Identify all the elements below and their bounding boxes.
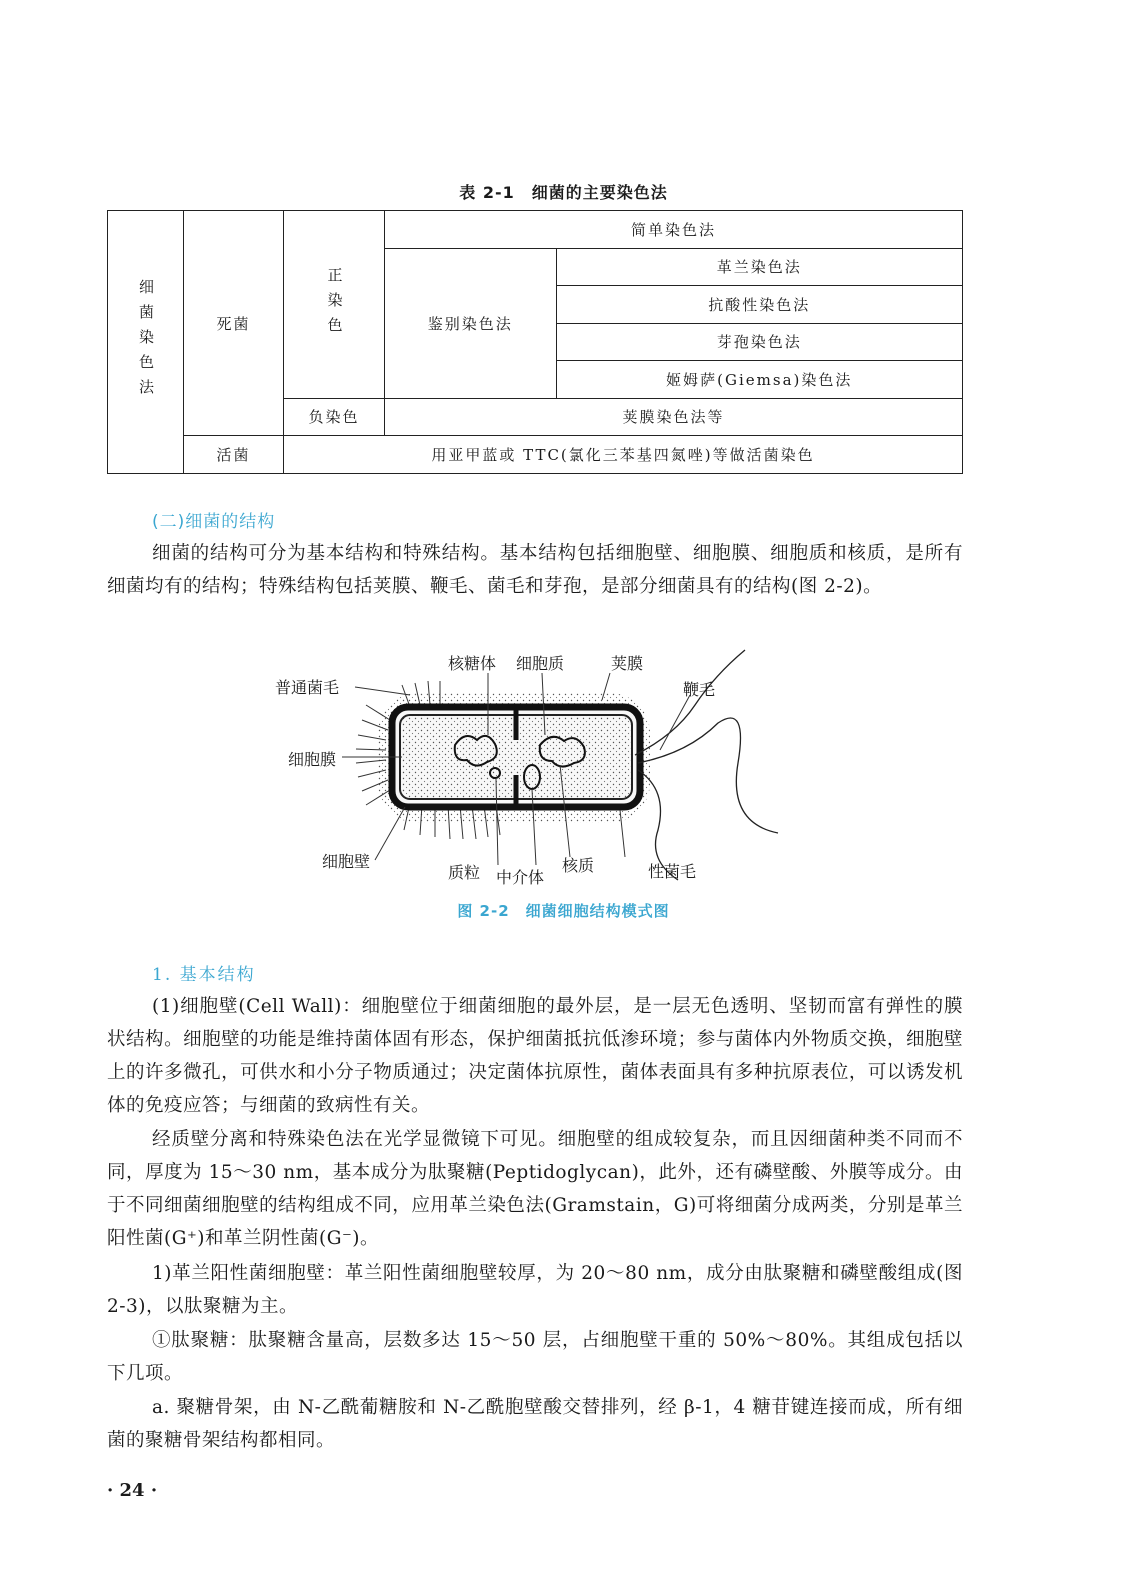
label-plasmid: 质粒	[448, 863, 481, 882]
section-heading: (二)细菌的结构	[152, 512, 276, 532]
dead-cell: 死菌	[184, 211, 284, 436]
figure-caption: 图 2-2 细菌细胞结构模式图	[457, 902, 670, 920]
label-cytoplasm: 细胞质	[516, 654, 565, 673]
label-pilus: 普通菌毛	[275, 678, 340, 697]
positive-cell: 正染色	[284, 211, 385, 399]
label-capsule: 荚膜	[611, 654, 644, 673]
spore-cell: 芽孢染色法	[556, 323, 962, 361]
label-ribosome: 核糖体	[448, 654, 497, 673]
paragraph-gram-positive: 1)革兰阳性菌细胞壁：革兰阳性菌细胞壁较厚，为 20～80 nm，成分由肽聚糖和磷壁酸组成(图 2-3)，以肽聚糖为主。	[107, 1263, 963, 1317]
staining-methods-table	[107, 210, 963, 474]
label-nucleoid: 核质	[562, 856, 595, 875]
label-mesosome: 中介体	[496, 868, 545, 887]
flagellum-1	[635, 650, 745, 755]
paragraph-peptidoglycan: ①肽聚糖：肽聚糖含量高，层数多达 15～50 层，占细胞壁干重的 50%～80%。其组成包括以下几项。	[107, 1330, 963, 1384]
label-flagellum: 鞭毛	[683, 680, 716, 699]
paragraph-glycan-backbone: a. 聚糖骨架，由 N-乙酰葡糖胺和 N-乙酰胞壁酸交替排列，经 β-1，4 糖苷键连接而成，所有细菌的聚糖骨架结构都相同。	[107, 1397, 963, 1451]
bacteria-structure-figure	[270, 645, 790, 890]
intro-paragraph: 细菌的结构可分为基本结构和特殊结构。基本结构包括细胞壁、细胞膜、细胞质和核质，是所有细菌均有的结构；特殊结构包括荚膜、鞭毛、菌毛和芽孢，是部分细菌具有的结构(图 2-2)。	[107, 543, 963, 597]
gram-cell: 革兰染色法	[556, 248, 962, 286]
label-membrane: 细胞膜	[288, 750, 337, 769]
capsule-cell: 荚膜染色法等	[385, 398, 963, 436]
category-cell: 细菌染色法	[108, 211, 184, 474]
giemsa-cell: 姬姆萨(Giemsa)染色法	[556, 361, 962, 399]
negative-cell: 负染色	[284, 398, 385, 436]
paragraph-composition: 经质壁分离和特殊染色法在光学显微镜下可见。细胞壁的组成较复杂，而且因细菌种类不同而不同，厚度为 15～30 nm，基本成分为肽聚糖(Peptidoglycan)，此外，还有磷壁酸、外膜等成分。由于不同细菌细胞壁的结构组成不同，应用革兰染色法(Gramstain，G)可将细菌分成两类，分别是革兰阳性菌(G⁺)和革兰阴性菌(G⁻)。	[107, 1129, 963, 1249]
label-sex-pilus: 性菌毛	[648, 862, 697, 881]
live-cell: 活菌	[184, 436, 284, 474]
differential-cell: 鉴别染色法	[385, 248, 556, 398]
page-number: · 24 ·	[107, 1480, 158, 1501]
table-title: 表 2-1 细菌的主要染色法	[459, 183, 668, 202]
paragraph-cell-wall: (1)细胞壁(Cell Wall)：细胞壁位于细菌细胞的最外层，是一层无色透明、坚韧而富有弹性的膜状结构。细胞壁的功能是维持菌体固有形态，保护细菌抵抗低渗环境；参与菌体内外物质交换，细胞壁上的许多微孔，可供水和小分子物质通过；决定菌体抗原性，菌体表面具有多种抗原表位，可以诱发机体的免疫应答；与细菌的致病性有关。	[107, 996, 963, 1116]
simple-cell: 简单染色法	[385, 211, 963, 249]
flagellum-2	[638, 718, 778, 833]
acid-fast-cell: 抗酸性染色法	[556, 286, 962, 324]
live-method-cell: 用亚甲蓝或 TTC(氯化三苯基四氮唑)等做活菌染色	[284, 436, 963, 474]
label-wall: 细胞壁	[322, 852, 371, 871]
sub-heading: 1. 基本结构	[152, 965, 256, 985]
